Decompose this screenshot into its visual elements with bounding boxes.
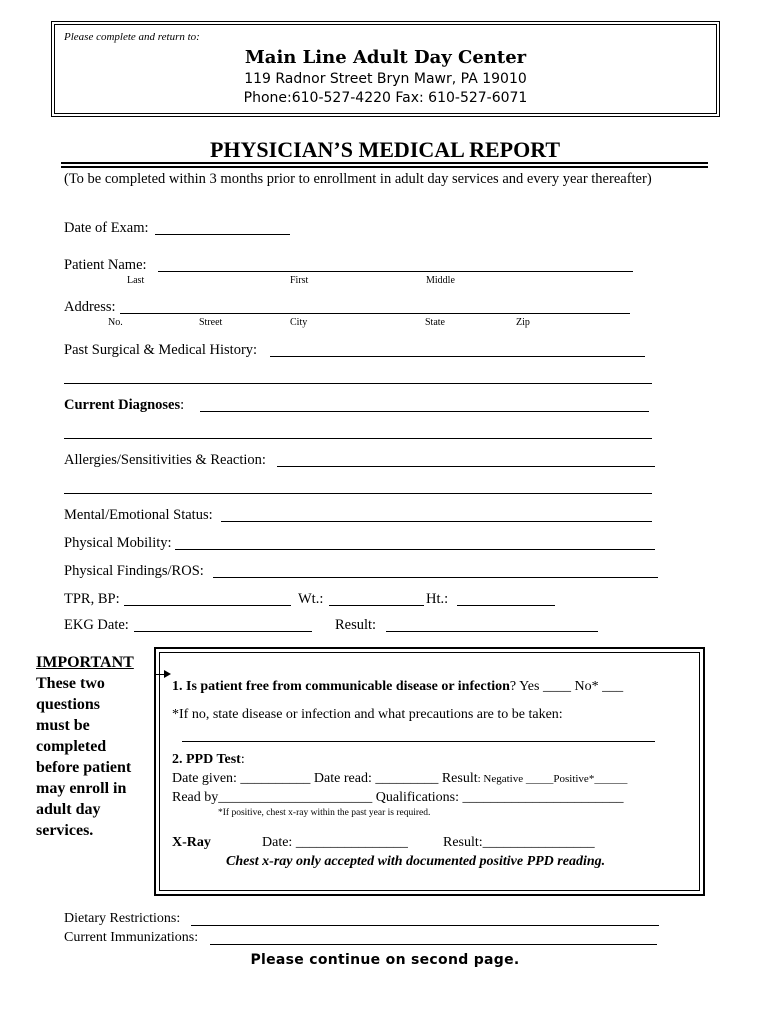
ppd-test-title: 2. PPD Test: xyxy=(172,752,245,767)
date-of-exam-label: Date of Exam: xyxy=(64,220,149,236)
xray-label: X-Ray xyxy=(172,835,211,850)
diagnoses-field-line-2[interactable] xyxy=(64,438,652,439)
ekg-result-field[interactable] xyxy=(386,631,598,632)
center-address: 119 Radnor Street Bryn Mawr, PA 19010 xyxy=(244,71,527,87)
center-phone: Phone:610-527-4220 Fax: 610-527-6071 xyxy=(243,90,528,106)
xray-result: Result:________________ xyxy=(443,835,595,850)
report-title: PHYSICIAN’S MEDICAL REPORT xyxy=(209,137,561,162)
important-line: must be xyxy=(36,717,90,734)
important-line: before patient xyxy=(36,759,132,776)
continue-note: Please continue on second page. xyxy=(250,952,520,968)
immunizations-field[interactable] xyxy=(210,944,657,945)
patient-name-label: Patient Name: xyxy=(64,257,147,273)
important-callout xyxy=(36,652,156,841)
tpr-bp-field[interactable] xyxy=(124,605,291,606)
weight-label: Wt.: xyxy=(298,591,324,607)
mental-status-label: Mental/Emotional Status: xyxy=(64,507,213,523)
ekg-result-label: Result: xyxy=(335,617,377,633)
allergies-field[interactable] xyxy=(277,466,655,467)
xray-note: Chest x-ray only accepted with documented positive PPD reading. xyxy=(226,854,606,869)
history-field-line-2[interactable] xyxy=(64,383,652,384)
ekg-date-field[interactable] xyxy=(134,631,312,632)
history-field[interactable] xyxy=(270,356,645,357)
title-rule-bottom xyxy=(61,166,708,168)
findings-field[interactable] xyxy=(213,577,658,578)
ppd-read-by-row: Read by______________________ Qualifications: _______________________ xyxy=(172,790,624,805)
address-city-caption: City xyxy=(290,317,308,328)
return-address-box xyxy=(54,24,717,114)
mobility-label: Physical Mobility: xyxy=(64,535,172,551)
address-label: Address: xyxy=(64,299,116,315)
history-label: Past Surgical & Medical History: xyxy=(64,342,258,358)
name-first-caption: First xyxy=(290,275,309,286)
screening-box xyxy=(159,652,700,891)
tpr-bp-label: TPR, BP: xyxy=(64,591,120,607)
report-subtitle: (To be completed within 3 months prior to enrollment in adult day services and every year thereafter) xyxy=(64,171,652,187)
important-line: completed xyxy=(36,738,107,755)
weight-field[interactable] xyxy=(329,605,424,606)
address-no-caption: No. xyxy=(108,317,123,328)
important-line: may enroll in xyxy=(36,780,127,797)
important-heading: IMPORTANT xyxy=(36,654,134,671)
mental-status-field[interactable] xyxy=(221,521,652,522)
important-line: These two xyxy=(36,675,105,692)
name-last-caption: Last xyxy=(127,275,145,286)
address-field[interactable] xyxy=(120,313,630,314)
xray-date: Date: ________________ xyxy=(262,835,408,850)
mobility-field[interactable] xyxy=(175,549,655,550)
date-of-exam-field[interactable] xyxy=(155,234,290,235)
height-field[interactable] xyxy=(457,605,555,606)
dietary-field[interactable] xyxy=(191,925,659,926)
title-rule-top xyxy=(61,162,708,164)
allergies-field-line-2[interactable] xyxy=(64,493,652,494)
center-name: Main Line Adult Day Center xyxy=(244,47,527,68)
dietary-label: Dietary Restrictions: xyxy=(64,911,181,926)
diagnoses-field[interactable] xyxy=(200,411,649,412)
important-line: adult day xyxy=(36,801,101,818)
return-note: Please complete and return to: xyxy=(64,31,200,43)
findings-label: Physical Findings/ROS: xyxy=(64,563,204,579)
height-label: Ht.: xyxy=(426,591,449,607)
precautions-field[interactable] xyxy=(182,741,655,742)
allergies-label: Allergies/Sensitivities & Reaction: xyxy=(64,452,266,468)
communicable-note: *If no, state disease or infection and what precautions are to be taken: xyxy=(172,707,563,722)
address-state-caption: State xyxy=(425,317,445,328)
important-line: questions xyxy=(36,696,101,713)
ekg-date-label: EKG Date: xyxy=(64,617,129,633)
address-street-caption: Street xyxy=(199,317,223,328)
name-middle-caption: Middle xyxy=(426,275,455,286)
address-zip-caption: Zip xyxy=(516,317,530,328)
important-line: services. xyxy=(36,822,94,839)
communicable-question: 1. Is patient free from communicable disease or infection? Yes ____ No* ___ xyxy=(172,679,624,694)
patient-name-field[interactable] xyxy=(158,271,633,272)
immunizations-label: Current Immunizations: xyxy=(64,930,199,945)
positive-note: *If positive, chest x-ray within the past year is required. xyxy=(218,808,431,818)
ppd-dates-row: Date given: __________ Date read: _________ Result: Negative _____Positive*______ xyxy=(172,771,628,786)
diagnoses-label: Current Diagnoses: xyxy=(64,397,185,413)
